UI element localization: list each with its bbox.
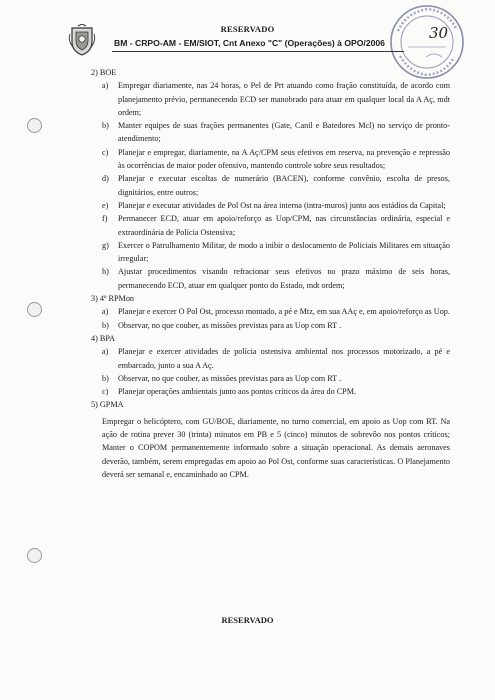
section-bpa — [88, 332, 450, 398]
item-label: a) — [102, 81, 109, 91]
item-text: Exercer o Patrulhamento Militar, de modo a inibir o deslocamento de Policiais Militares em situação irregular; — [118, 240, 450, 264]
section-title: 5) GPMA — [91, 400, 124, 410]
list-item — [102, 305, 450, 318]
footer-classification: RESERVADO — [221, 615, 274, 625]
item-text: Planejar e exercer atividades de polícia ostensiva ambiental nos processos motorizado, a pé e embarcado, junto a sua A Aç. — [118, 347, 450, 370]
list-item — [102, 199, 450, 212]
item-text: Planejar e executar atividades de Pol Ost na área interna (intra-muros) junto aos estádios da Capital; — [118, 200, 446, 210]
item-text: Observar, no que couber, as missões previstas para as Uop com RT . — [118, 373, 342, 383]
item-text: Permanecer ECD, atuar em apoio/reforço as Uop/CPM, nas circunstâncias ordinária, especial e extraordinária de Polícia Ostensiva; — [118, 214, 450, 237]
punch-hole — [27, 118, 42, 133]
list-item — [102, 172, 450, 199]
item-text: Ajustar procedimentos visando refracionar seus efetivos no prazo máximo de seis horas, permanecendo ECD, atuar em qualquer ponto do Estado, mdt ordem; — [118, 267, 450, 290]
punch-hole — [27, 548, 42, 563]
header-rule — [112, 51, 404, 52]
item-label: g) — [102, 240, 109, 250]
section-title: 4) BPA — [91, 333, 116, 343]
document-body — [88, 66, 450, 481]
item-text: Manter equipes de suas frações permanentes (Gate, Canil e Batedores Mcl) no serviço de pronto-atendimento; — [118, 121, 450, 144]
item-text: Planejar e empregar, diariamente, na A Aç/CPM seus efetivos em reserva, na prevenção e repressão às ocorrências de maior poder ofensivo, mantendo controle sobre seus resultados; — [118, 147, 450, 171]
list-item — [102, 146, 450, 173]
item-label: h) — [102, 267, 109, 277]
section-title: 3) 4º RPMon — [91, 294, 135, 304]
list-item — [102, 265, 450, 292]
item-text: Empregar diariamente, nas 24 horas, o Pel de Prt atuando como fração constituída, de acordo com planejamento prévio, permanecendo ECD ser manobrado para atuar em qualquer local da A Aç, mdt ordem; — [118, 81, 450, 117]
item-label: b) — [102, 320, 109, 330]
header-classification: RESERVADO — [220, 24, 275, 34]
list-item — [102, 385, 450, 398]
section-paragraph: Empregar o helicóptero, com GU/BOE, diariamente, no turno comercial, em apoio as Uop com RT. Na ação de rotina prever 30 (trinta) minutos em PB e 5 (cinco) minutos de sobrevôo nos pontos críticos; Manter o COPOM permanentemente informado sobre a situação operacional. As demais aeronaves deverão, também, serem empregadas em apoio ao Pol Ost, conforme suas características. O Planejamento deverá ser semanal e, encaminhado ao CPM. — [102, 416, 450, 479]
item-text: Observar, no que couber, as missões previstas para as Uop com RT . — [118, 320, 342, 330]
list-item — [102, 239, 450, 266]
section-4-rpmon — [88, 292, 450, 332]
punch-hole — [27, 302, 42, 317]
item-label: c) — [102, 387, 109, 397]
list-item — [102, 319, 450, 332]
item-text: Planejar e executar escoltas de numerário (BACEN), conforme convênio, escolta de presos, dignitários, entre outros; — [118, 174, 450, 197]
item-label: a) — [102, 347, 109, 357]
item-label: f) — [102, 214, 108, 224]
item-text: Planejar operações ambientais junto aos pontos críticos da área do CPM. — [118, 387, 357, 397]
section-boe — [88, 66, 450, 292]
section-title: 2) BOE — [91, 68, 117, 77]
list-item — [102, 119, 450, 146]
item-label: d) — [102, 174, 109, 184]
header-subtitle: BM - CRPO-AM - EM/SIOT, Cnt Anexo "C" (Operações) à OPO/2006 — [114, 38, 385, 48]
item-label: c) — [102, 147, 109, 157]
item-label: e) — [102, 200, 109, 210]
section-gpma — [88, 398, 450, 481]
list-item — [102, 212, 450, 239]
item-text: Planejar e exercer O Pol Ost, processo montado, a pé e Mtz, em sua AAç e, em apoio/reforço as Uop. — [118, 307, 450, 317]
item-label: b) — [102, 121, 109, 131]
item-label: a) — [102, 307, 109, 317]
list-item — [102, 79, 450, 119]
list-item — [102, 372, 450, 385]
stamp-handwritten-number: 30 — [429, 24, 449, 42]
item-label: b) — [102, 373, 109, 383]
list-item — [102, 345, 450, 372]
